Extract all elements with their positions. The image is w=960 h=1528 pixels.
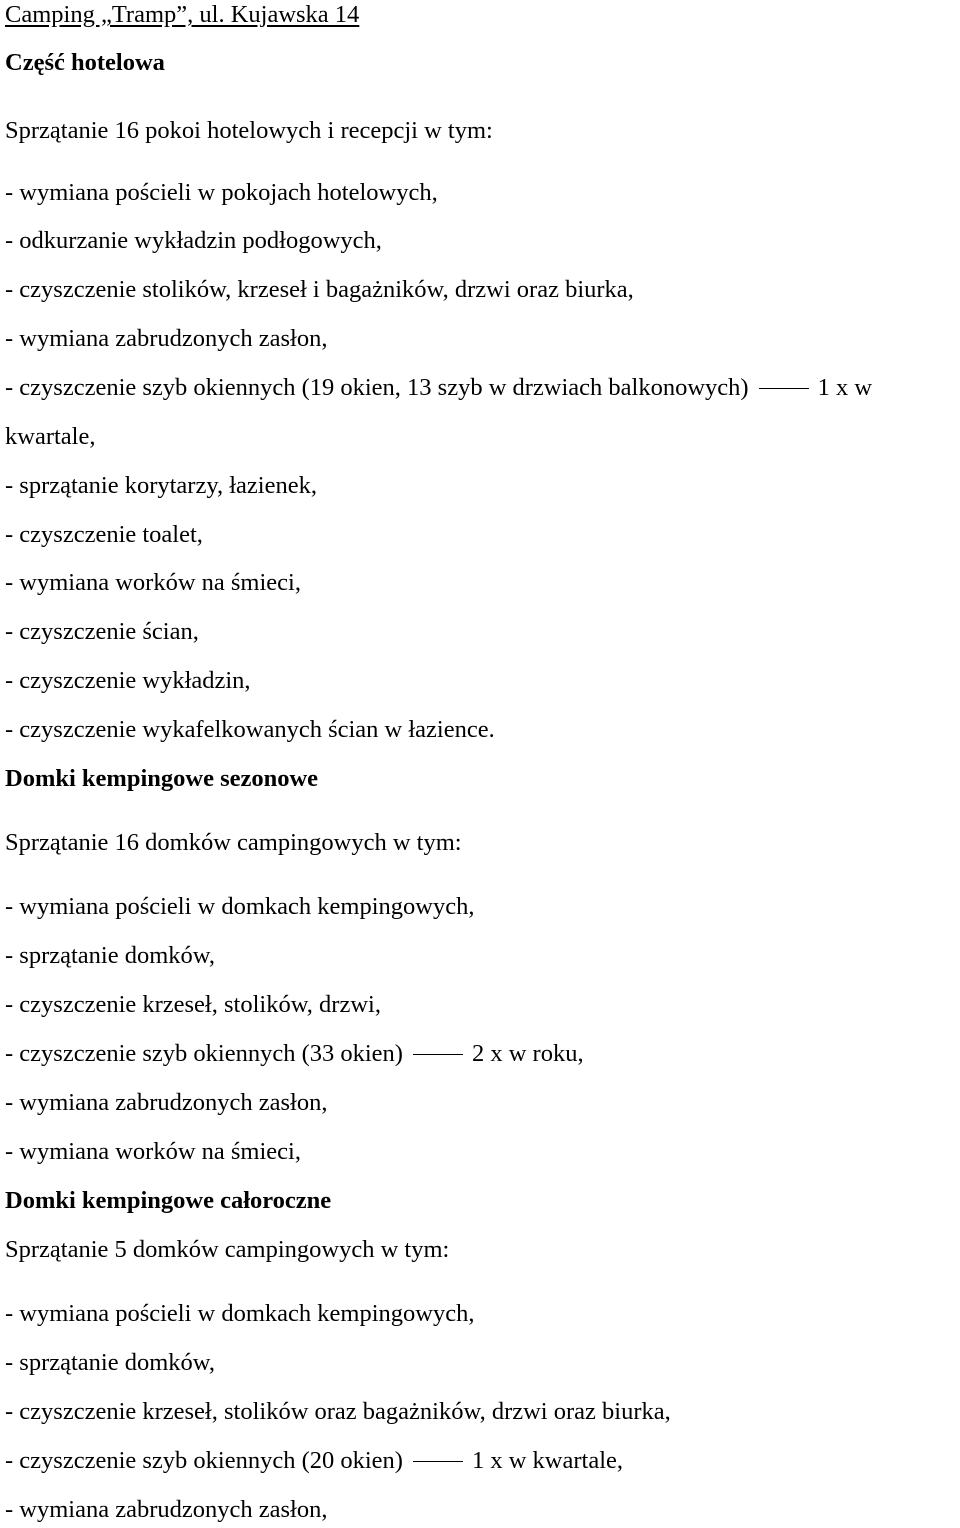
list-item-frequency: 1 x w kwartale,	[471, 1447, 624, 1474]
section-intro-yearround: Sprzątanie 5 domków campingowych w tym:	[5, 1236, 450, 1263]
section-heading-yearround: Domki kempingowe całoroczne	[5, 1187, 332, 1214]
list-item: - czyszczenie toalet,	[5, 521, 203, 548]
list-item: - wymiana worków na śmieci,	[5, 569, 301, 596]
list-item: - odkurzanie wykładzin podłogowych,	[5, 227, 382, 254]
list-item-continuation: kwartale,	[5, 423, 96, 450]
list-item: - czyszczenie krzeseł, stolików, drzwi,	[5, 991, 381, 1018]
section-heading-seasonal: Domki kempingowe sezonowe	[5, 765, 319, 792]
list-item-text: - czyszczenie szyb okiennych (33 okien)	[5, 1040, 403, 1067]
list-item: - sprzątanie domków,	[5, 942, 215, 969]
list-item: - wymiana zabrudzonych zasłon,	[5, 1089, 328, 1116]
list-item-frequency: 2 x w roku,	[471, 1040, 584, 1067]
list-item: - czyszczenie ścian,	[5, 618, 199, 645]
section-intro-seasonal: Sprzątanie 16 domków campingowych w tym:	[5, 829, 462, 856]
list-item: - wymiana zabrudzonych zasłon,	[5, 325, 328, 352]
section-intro-hotel: Sprzątanie 16 pokoi hotelowych i recepcji w tym:	[5, 117, 493, 144]
list-item-text: - czyszczenie szyb okiennych (20 okien)	[5, 1447, 403, 1474]
list-item: - czyszczenie wykładzin,	[5, 667, 251, 694]
dash-divider	[413, 1461, 463, 1462]
list-item	[5, 374, 872, 402]
list-item	[5, 1040, 584, 1068]
list-item-text: - czyszczenie szyb okiennych (19 okien, 13 szyb w drzwiach balkonowych)	[5, 374, 749, 401]
list-item: - czyszczenie wykafelkowanych ścian w łazience.	[5, 716, 495, 743]
list-item	[5, 1447, 623, 1475]
list-item: - czyszczenie stolików, krzeseł i bagażników, drzwi oraz biurka,	[5, 276, 634, 303]
dash-divider	[759, 388, 809, 389]
document-title: Camping „Tramp”, ul. Kujawska 14	[5, 1, 360, 28]
list-item: - wymiana pościeli w pokojach hotelowych,	[5, 179, 438, 206]
list-item: - wymiana worków na śmieci,	[5, 1138, 301, 1165]
list-item-frequency: 1 x w	[817, 374, 873, 401]
dash-divider	[413, 1054, 463, 1055]
list-item: - czyszczenie krzeseł, stolików oraz bagażników, drzwi oraz biurka,	[5, 1398, 671, 1425]
list-item: - wymiana zabrudzonych zasłon,	[5, 1496, 328, 1523]
list-item: - wymiana pościeli w domkach kempingowych,	[5, 893, 475, 920]
list-item: - wymiana pościeli w domkach kempingowych,	[5, 1300, 475, 1327]
section-heading-hotel: Część hotelowa	[5, 49, 165, 76]
list-item: - sprzątanie korytarzy, łazienek,	[5, 472, 317, 499]
list-item: - sprzątanie domków,	[5, 1349, 215, 1376]
